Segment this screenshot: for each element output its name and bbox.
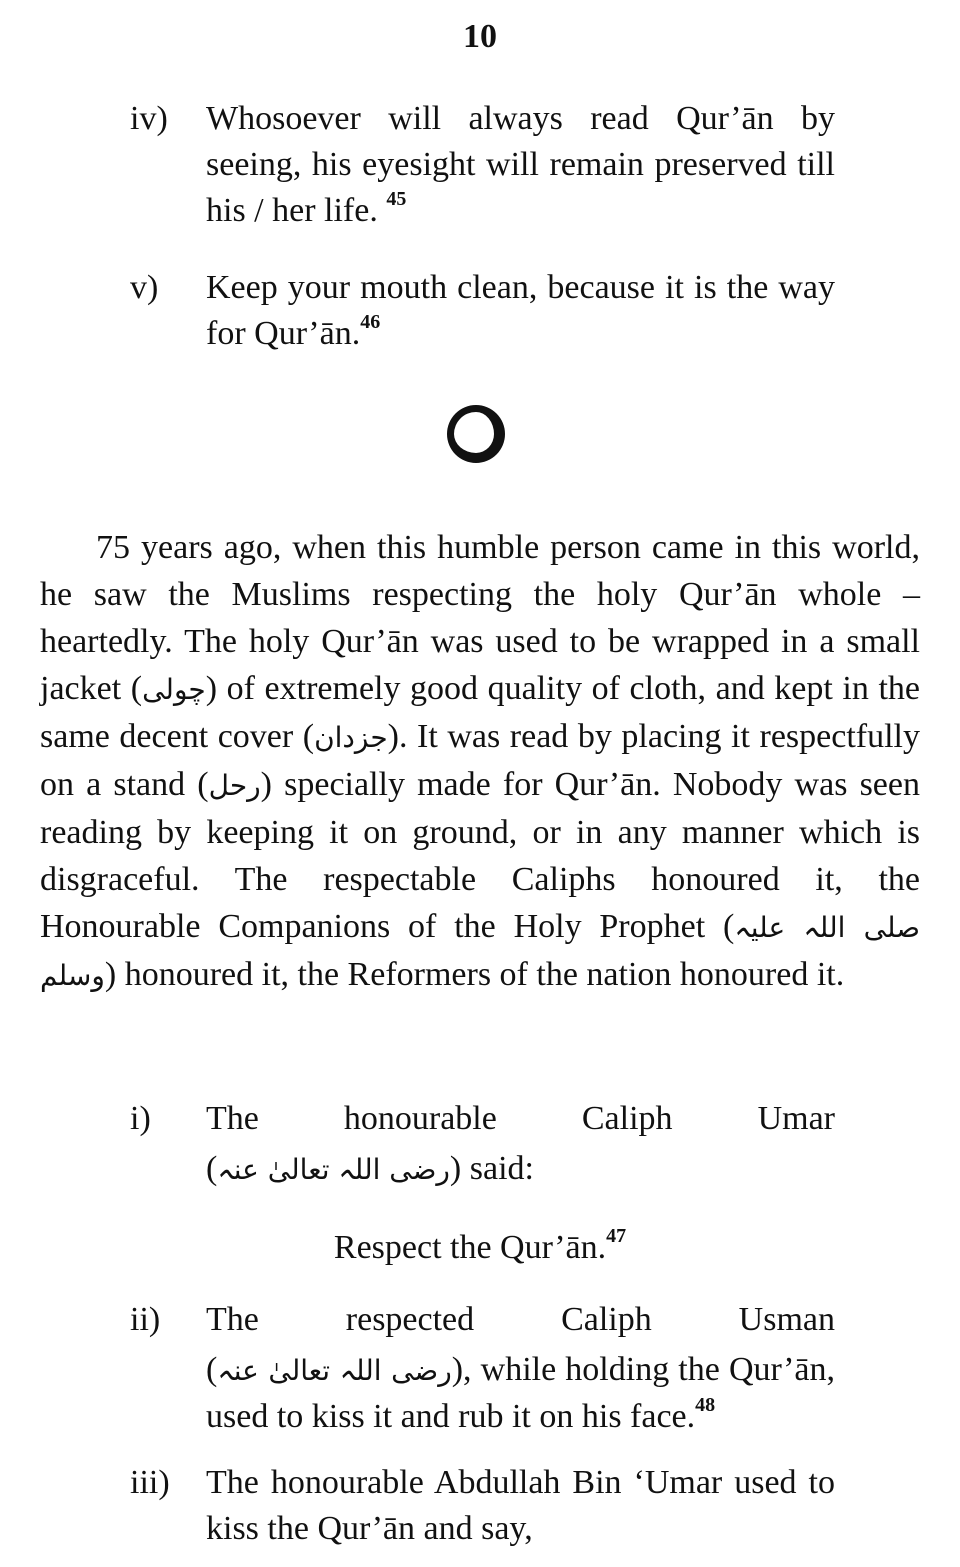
urdu-term-jacket: چولی: [142, 673, 206, 706]
list-item-continuation: (رضی اللہ تعالیٰ عنہ), while holding the Qur’ān, used to kiss it and rub it on his face.$^{48}$: [206, 1351, 835, 1435]
word: Caliph: [561, 1301, 652, 1338]
list-item-body: The honourable Abdullah Bin ‘Umar used to kiss the Qur’ān and say,: [206, 1464, 835, 1547]
list-item-rest: ) said:: [449, 1150, 534, 1187]
urdu-term-stand: رحل: [208, 769, 261, 802]
quote-text: Respect the Qur’ān.: [333, 1229, 607, 1266]
list-item-body: Keep your mouth clean, because it is the way for Qur’ān.: [206, 269, 835, 352]
list-item-body: Whosoever will always read Qur’ān by seeing, his eyesight will remain preserved till his / her life.: [206, 100, 835, 229]
word: respected: [345, 1301, 475, 1338]
list-item-iii: [130, 1460, 835, 1552]
list-item-i: [130, 1096, 835, 1193]
section-separator-circle: [447, 405, 505, 463]
list-item-text: [206, 1297, 835, 1440]
word: Caliph: [581, 1100, 673, 1137]
list-item-first-line: [206, 1297, 835, 1343]
list-item-ii: [130, 1297, 835, 1440]
list-marker: v): [130, 269, 159, 306]
list-item-text: [206, 265, 835, 357]
list-marker: iii): [130, 1464, 170, 1501]
paragraph-text: ). It was read by placing it respectfully on a stand (: [40, 718, 920, 803]
list-item-v: [130, 265, 835, 357]
footnote-ref: 46: [360, 310, 381, 333]
list-item-rest: ), while holding the Qur’ān, used to kiss it and rub it on his face.: [206, 1351, 835, 1435]
list-item-text: [206, 1096, 835, 1193]
list-item-first-line: [206, 1096, 835, 1142]
urdu-honorific: رضی اللہ تعالیٰ عنہ: [217, 1153, 450, 1186]
list-item-iv: [130, 96, 835, 234]
list-item-text: [206, 1460, 835, 1552]
list-marker: ii): [130, 1301, 161, 1338]
list-marker: i): [130, 1100, 151, 1137]
word: The: [206, 1301, 259, 1338]
urdu-honorific: رضی اللہ تعالیٰ عنہ: [217, 1354, 452, 1387]
quote-line: [0, 1225, 960, 1271]
footnote-ref: 47: [606, 1224, 627, 1247]
footnote-ref: 45: [386, 187, 407, 210]
urdu-salutation: صلی اللہ علیہ وسلم: [40, 911, 920, 992]
page-number: 10: [463, 18, 497, 55]
list-item-text: [206, 96, 835, 234]
word: The: [206, 1100, 259, 1137]
word: honourable: [343, 1100, 497, 1137]
list-item-second-line: (رضی اللہ تعالیٰ عنہ) said:: [206, 1150, 534, 1187]
paragraph-text: ) specially made for Qur’ān. Nobody was seen reading by keeping it on ground, or in any manner which is disgraceful. The respectable Caliphs honoured it, the Honourable Companions of the Holy Prophet (: [40, 766, 920, 945]
word: Umar: [757, 1100, 835, 1137]
body-paragraph: [40, 524, 920, 999]
paragraph-text: ) honoured it, the Reformers of the nation honoured it.: [104, 956, 845, 993]
word: Usman: [738, 1301, 835, 1338]
paragraph-text: ) of extremely good quality of cloth, and kept in the same decent cover (: [40, 670, 920, 755]
urdu-term-cover: جزدان: [314, 721, 388, 754]
list-marker: iv): [130, 100, 168, 137]
footnote-ref: 48: [695, 1393, 716, 1416]
paragraph-text: 75 years ago, when this humble person came in this world, he saw the Muslims respecting the holy Qur’ān whole – heartedly. The holy Qur’ān was used to be wrapped in a small jacket (: [40, 529, 920, 707]
